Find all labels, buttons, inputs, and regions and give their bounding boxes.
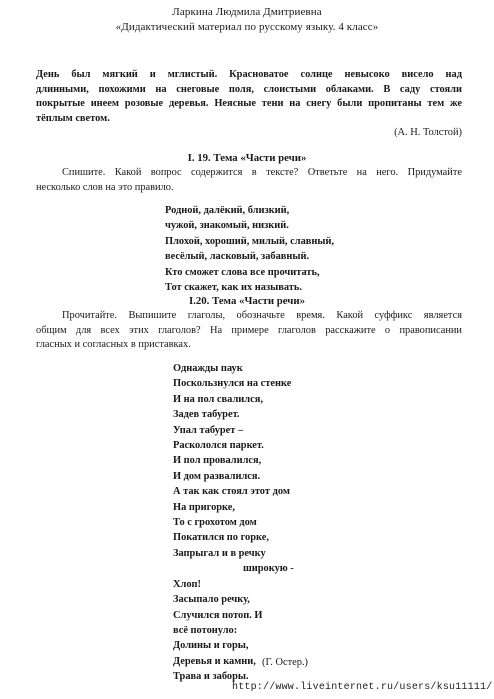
intro-line: День был мягкий и мглистый. Красноватое солнце невысоко висело над <box>36 69 462 80</box>
poem-line: И пол провалился, <box>173 455 262 467</box>
poem-line: Запрыгал и в речку <box>173 547 266 559</box>
poem-line: На пригорке, <box>173 501 235 513</box>
poem-line: А так как стоял этот дом <box>173 486 290 498</box>
intro-line: длинными, похожими на снеговые поля, слоистыми облаками. В саду стояли <box>36 83 462 95</box>
poem-line: Трава и заборы. <box>173 671 249 683</box>
poem-line: Плохой, хороший, милый, славный, <box>165 235 335 247</box>
poem-line: Покатился по горке, <box>173 532 269 544</box>
poem-line: Засыпало речку, <box>173 594 250 606</box>
header-author: Ларкина Людмила Дмитриевна <box>172 6 322 18</box>
poem-line: То с грохотом дом <box>173 517 257 529</box>
source-url-watermark: http://www.liveinternet.ru/users/ksu11111/ <box>232 682 493 693</box>
poem-line: И дом развалился. <box>173 470 261 482</box>
task-line: несколько слов на это правило. <box>36 181 174 193</box>
task-line: Прочитайте. Выпишите глаголы, обозначьте время. Какой суффикс является <box>62 310 462 321</box>
poem-line: чужой, знакомый, низкий. <box>165 220 289 232</box>
intro-line: покрытые инеем розовые деревья. Неясные тени на снегу были пропитаны тем же <box>36 98 462 109</box>
intro-line: тёплым светом. <box>36 112 110 124</box>
poem-line: Упал табурет – <box>173 424 244 436</box>
task-line: Спишите. Какой вопрос содержится в тексте? Ответьте на него. Придумайте <box>62 167 462 178</box>
poem-line: Кто сможет слова все прочитать, <box>165 266 320 278</box>
task-line: гласных и согласных в приставках. <box>36 339 191 350</box>
section-20-heading: I.20. Тема «Части речи» <box>188 295 306 307</box>
poem-line: Родной, далёкий, близкий, <box>165 205 290 216</box>
poem-line: Долины и горы, <box>173 640 249 652</box>
poem-line: Поскользнулся на стенке <box>173 378 292 390</box>
section-19-task <box>36 166 462 195</box>
poem-line: Случился потоп. И <box>173 609 263 621</box>
intro-author: (А. Н. Толстой) <box>394 127 462 138</box>
task-line: общим для всех этих глаголов? На примере глаголов расскажите о правописании <box>36 324 462 336</box>
section-19-poem <box>165 203 334 295</box>
section-19-heading: I. 19. Тема «Части речи» <box>187 152 307 164</box>
poem-line: Раскололся паркет. <box>173 440 264 452</box>
poem-line: весёлый, ласковый, забавный. <box>165 251 310 263</box>
poem-line: всё потонуло: <box>173 624 238 636</box>
poem-line: И на пол свалился, <box>173 393 263 405</box>
poem-line: Тот скажет, как их называть. <box>165 282 302 294</box>
poem-line: Однажды паук <box>173 363 243 374</box>
intro-paragraph <box>36 68 462 126</box>
poem-line: Деревья и камни, <box>173 655 256 667</box>
section-20-task <box>36 309 462 353</box>
section-20-poem <box>173 361 294 685</box>
poem-line: широкую - <box>243 563 294 575</box>
header-title: «Дидактический материал по русскому языку. 4 класс» <box>115 21 379 33</box>
poem-line: Хлоп! <box>173 578 201 590</box>
poem-line: Задев табурет. <box>173 409 240 421</box>
poem-author: (Г. Остер.) <box>262 657 309 668</box>
